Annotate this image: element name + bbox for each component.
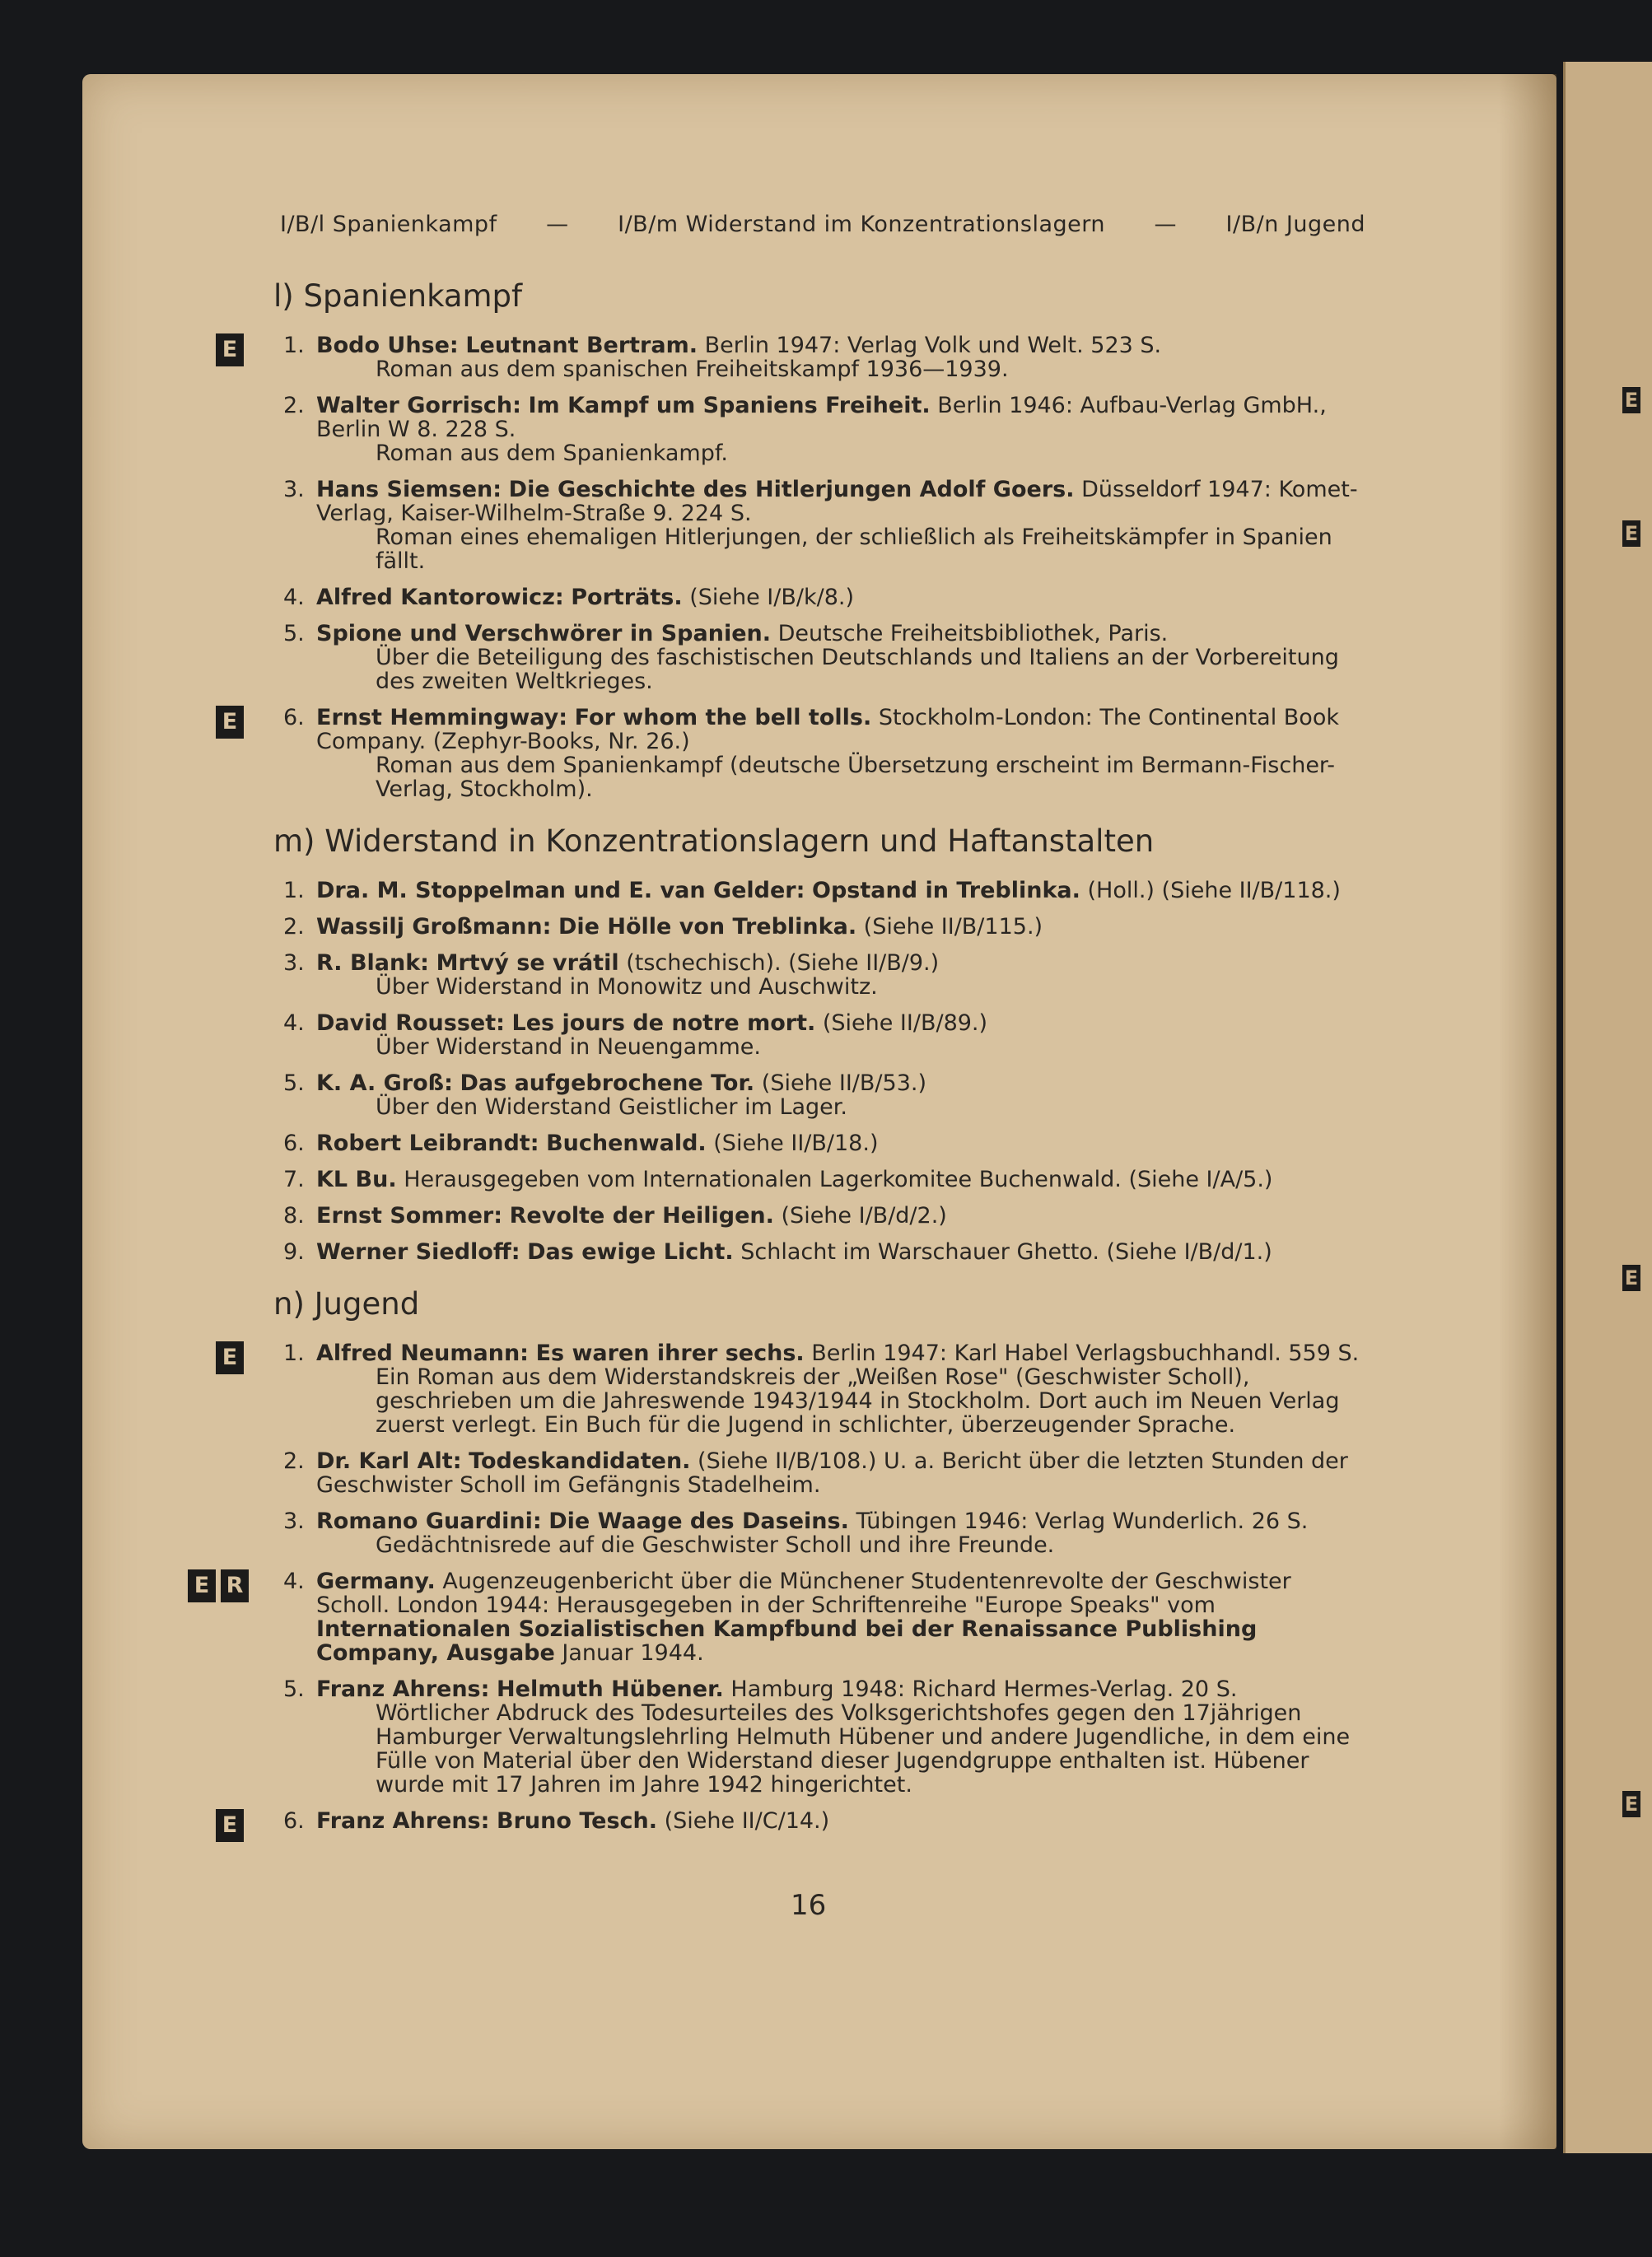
- entry-details: (tschechisch). (Siehe II/B/9.): [626, 950, 940, 976]
- entry-number: 8.: [283, 1203, 305, 1229]
- entry-details: Stockholm-London: The Continental Book Company. (Zephyr-Books, Nr. 26.): [316, 705, 1339, 754]
- entry-author: KL Bu.: [316, 1167, 397, 1192]
- entry-number: 1.: [283, 1341, 305, 1366]
- entry-title: Opstand in Treblinka.: [812, 878, 1080, 903]
- entry-author: David Rousset:: [316, 1010, 505, 1036]
- side-marker: E: [1622, 1265, 1640, 1291]
- entry-title: Es waren ihrer sechs.: [535, 1341, 805, 1366]
- entry-details: Schlacht im Warschauer Ghetto. (Siehe I/B/d/1.): [740, 1239, 1272, 1265]
- bibliography-entry: [280, 585, 1365, 609]
- entry-number: 9.: [283, 1239, 305, 1265]
- edition-marker: E: [216, 1341, 244, 1374]
- entry-title: Die Hölle von Treblinka.: [558, 914, 857, 940]
- header-dash: —: [546, 212, 569, 237]
- entry-title: Das aufgebrochene Tor.: [460, 1070, 755, 1096]
- entry-number: 5.: [283, 1676, 305, 1702]
- entry-details: (Siehe II/B/115.): [863, 914, 1043, 940]
- bibliography-entry: [280, 478, 1365, 573]
- entry-title: Im Kampf um Spaniens Freiheit.: [528, 393, 931, 418]
- edition-marker: R: [221, 1569, 249, 1602]
- entry-annotation: Ein Roman aus dem Widerstandskreis der „Weißen Rose" (Geschwister Scholl), geschrieben um die Jahreswende 1943/1944 in Stockholm. Dort auch im Neuen Verlag zuerst verlegt. Ein Buch für die Jugend in schlichter, überzeugender Sprache.: [376, 1364, 1340, 1438]
- section-heading-l: l) Spanienkampf: [273, 278, 523, 314]
- entry-annotation: Gedächtnisrede auf die Geschwister Scholl und ihre Freunde.: [376, 1532, 1055, 1558]
- entry-author: Hans Siemsen:: [316, 477, 502, 502]
- entry-author: Wassilj Großmann:: [316, 914, 552, 940]
- entry-title: Helmuth Hübener.: [497, 1676, 724, 1702]
- entry-details: Deutsche Freiheitsbibliothek, Paris.: [777, 621, 1169, 646]
- bibliography-entry: [280, 1677, 1365, 1797]
- entry-annotation: Roman eines ehemaligen Hitlerjungen, der schließlich als Freiheitskämpfer in Spanien fällt.: [376, 525, 1332, 574]
- entry-title: Das ewige Licht.: [527, 1239, 734, 1265]
- entry-details: Hamburg 1948: Richard Hermes-Verlag. 20 S.: [730, 1676, 1238, 1702]
- entry-author: Alfred Kantorowicz:: [316, 585, 564, 610]
- bibliography-entry: [280, 394, 1365, 465]
- side-marker: E: [1622, 520, 1640, 547]
- page-number: 16: [791, 1889, 827, 1922]
- entry-author: Dr. Karl Alt:: [316, 1448, 462, 1474]
- entry-annotation: Über Widerstand in Neuengamme.: [376, 1034, 762, 1060]
- running-header: [280, 212, 1365, 236]
- entry-title: For whom the bell tolls.: [574, 705, 872, 730]
- bibliography-entry: [280, 1509, 1365, 1557]
- edition-marker-pair: [188, 1569, 249, 1602]
- section-heading-m: m) Widerstand in Konzentrationslagern und Haftanstalten: [273, 823, 1155, 859]
- entry-title: Die Geschichte des Hitlerjungen Adolf Goers.: [508, 477, 1075, 502]
- entry-number: 1.: [283, 333, 305, 358]
- entry-details: (Holl.) (Siehe II/B/118.): [1087, 878, 1341, 903]
- bibliography-entry: [280, 879, 1365, 902]
- bibliography-entry: [222, 705, 1365, 802]
- bibliography-entry: [222, 1341, 1365, 1438]
- entry-number: 4.: [283, 1010, 305, 1036]
- entry-author: Franz Ahrens:: [316, 1808, 490, 1834]
- entry-author: R. Blank:: [316, 950, 429, 976]
- header-part-m: I/B/m Widerstand im Konzentrationslagern: [618, 212, 1105, 237]
- entry-title: Revolte der Heiligen.: [509, 1203, 774, 1229]
- entry-number: 4.: [283, 1569, 305, 1594]
- entry-details: Berlin 1946: Aufbau-Verlag GmbH., Berlin W 8. 228 S.: [316, 393, 1327, 442]
- entry-author: Robert Leibrandt:: [316, 1131, 539, 1156]
- bibliography-entry: [280, 622, 1365, 693]
- entry-details: Tübingen 1946: Verlag Wunderlich. 26 S.: [856, 1509, 1309, 1534]
- bibliography-entry: [222, 333, 1365, 382]
- entry-author: Bodo Uhse:: [316, 333, 459, 358]
- bibliography-entry: [280, 1449, 1365, 1497]
- entry-details: Augenzeugenbericht über die Münchener Studentenrevolte der Geschwister Scholl. London 1944: Herausgegeben in der Schriftenreihe "Europe Speaks" vom: [316, 1569, 1291, 1618]
- entry-author: Werner Siedloff:: [316, 1239, 520, 1265]
- entry-title: Porträts.: [571, 585, 683, 610]
- bibliography-entry: [280, 915, 1365, 939]
- entry-details: (Siehe II/B/89.): [822, 1010, 988, 1036]
- entry-author: Ernst Sommer:: [316, 1203, 503, 1229]
- entry-number: 2.: [283, 914, 305, 940]
- bibliography-entry: [280, 1168, 1365, 1191]
- entry-author: K. A. Groß:: [316, 1070, 453, 1096]
- side-marker: E: [1622, 387, 1640, 413]
- adjacent-page-edge: [1563, 62, 1652, 2153]
- entry-details-end: Januar 1944.: [562, 1640, 704, 1666]
- edition-marker: E: [216, 1809, 244, 1842]
- entry-annotation: Wörtlicher Abdruck des Todesurteiles des Volksgerichtshofes gegen den 17jährigen Hamburger Verwaltungslehrling Helmuth Hübener und andere Jugendliche, in dem eine Fülle von Material über den Widerstand dieser Jugendgruppe enthalten ist. Hübener wurde mit 17 Jahren im Jahre 1942 hingerichtet.: [376, 1700, 1351, 1798]
- entry-number: 3.: [283, 950, 305, 976]
- bibliography-entry: [280, 1240, 1365, 1264]
- bibliography-entry: [280, 1204, 1365, 1228]
- entry-title: Todeskandidaten.: [469, 1448, 691, 1474]
- entry-details: (Siehe II/B/18.): [713, 1131, 879, 1156]
- entry-details: Düsseldorf 1947: Komet-Verlag, Kaiser-Wilhelm-Straße 9. 224 S.: [316, 477, 1358, 526]
- bibliography-entry: [280, 1131, 1365, 1155]
- entry-number: 5.: [283, 621, 305, 646]
- entry-title: Les jours de notre mort.: [511, 1010, 816, 1036]
- entry-author: Dra. M. Stoppelman und E. van Gelder:: [316, 878, 805, 903]
- entry-annotation: Roman aus dem Spanienkampf.: [376, 441, 728, 466]
- entry-author: Walter Gorrisch:: [316, 393, 521, 418]
- entry-number: 2.: [283, 393, 305, 418]
- entry-details: (Siehe II/B/108.) U. a. Bericht über die letzten Stunden der Geschwister Scholl im Gefängnis Stadelheim.: [316, 1448, 1348, 1498]
- entry-number: 7.: [283, 1167, 305, 1192]
- entry-details-bold: Internationalen Sozialistischen Kampfbund bei der Renaissance Publishing Company, Ausgabe: [316, 1616, 1258, 1666]
- header-part-l: I/B/l Spanienkampf: [280, 212, 497, 237]
- entry-details: (Siehe II/C/14.): [664, 1808, 830, 1834]
- side-marker: E: [1622, 1791, 1640, 1817]
- entry-details: (Siehe I/B/d/2.): [781, 1203, 947, 1229]
- entry-details: (Siehe I/B/k/8.): [689, 585, 854, 610]
- entry-number: 1.: [283, 878, 305, 903]
- entry-number: 3.: [283, 477, 305, 502]
- entry-details: Herausgegeben vom Internationalen Lagerkomitee Buchenwald. (Siehe I/A/5.): [404, 1167, 1273, 1192]
- entry-author: Ernst Hemmingway:: [316, 705, 568, 730]
- bibliography-entry: [280, 1071, 1365, 1119]
- entry-list-l: [222, 333, 1365, 802]
- entry-title: Bruno Tesch.: [497, 1808, 658, 1834]
- entry-title: Buchenwald.: [546, 1131, 707, 1156]
- entry-author: Romano Guardini:: [316, 1509, 542, 1534]
- section-heading-n: n) Jugend: [273, 1286, 420, 1322]
- entry-number: 6.: [283, 1808, 305, 1834]
- entry-annotation: Roman aus dem Spanienkampf (deutsche Übersetzung erscheint im Bermann-Fischer-Verlag, Stockholm).: [376, 753, 1336, 802]
- edition-marker: E: [216, 333, 244, 366]
- entry-details: Berlin 1947: Karl Habel Verlagsbuchhandl. 559 S.: [811, 1341, 1360, 1366]
- entry-details: (Siehe II/B/53.): [761, 1070, 926, 1096]
- entry-annotation: Über Widerstand in Monowitz und Auschwitz.: [376, 974, 878, 1000]
- entry-title: Spione und Verschwörer in Spanien.: [316, 621, 771, 646]
- entry-number: 6.: [283, 1131, 305, 1156]
- edition-marker: E: [216, 706, 244, 739]
- bibliography-entry: [222, 1808, 1365, 1838]
- entry-annotation: Über den Widerstand Geistlicher im Lager.: [376, 1094, 847, 1120]
- entry-number: 6.: [283, 705, 305, 730]
- edition-marker: E: [188, 1569, 216, 1602]
- entry-author: Alfred Neumann:: [316, 1341, 529, 1366]
- header-dash: —: [1154, 212, 1178, 237]
- entry-number: 4.: [283, 585, 305, 610]
- entry-annotation: Roman aus dem spanischen Freiheitskampf 1936—1939.: [376, 357, 1009, 382]
- page-content: [194, 212, 1365, 1845]
- entry-list-m: [280, 879, 1365, 1264]
- entry-author: Franz Ahrens:: [316, 1676, 490, 1702]
- bibliography-entry: [280, 951, 1365, 999]
- entry-title: Die Waage des Daseins.: [548, 1509, 849, 1534]
- entry-number: 2.: [283, 1448, 305, 1474]
- entry-title: Leutnant Bertram.: [465, 333, 698, 358]
- entry-list-n: [194, 1341, 1365, 1838]
- entry-title: Mrtvý se vrátil: [436, 950, 619, 976]
- entry-annotation: Über die Beteiligung des faschistischen Deutschlands und Italiens an der Vorbereitung des zweiten Weltkrieges.: [376, 645, 1339, 694]
- bibliography-entry: [280, 1011, 1365, 1059]
- entry-number: 5.: [283, 1070, 305, 1096]
- header-part-n: I/B/n Jugend: [1225, 212, 1365, 237]
- entry-author: Germany.: [316, 1569, 436, 1594]
- entry-number: 3.: [283, 1509, 305, 1534]
- bibliography-entry: [194, 1569, 1365, 1666]
- entry-details: Berlin 1947: Verlag Volk und Welt. 523 S.: [704, 333, 1162, 358]
